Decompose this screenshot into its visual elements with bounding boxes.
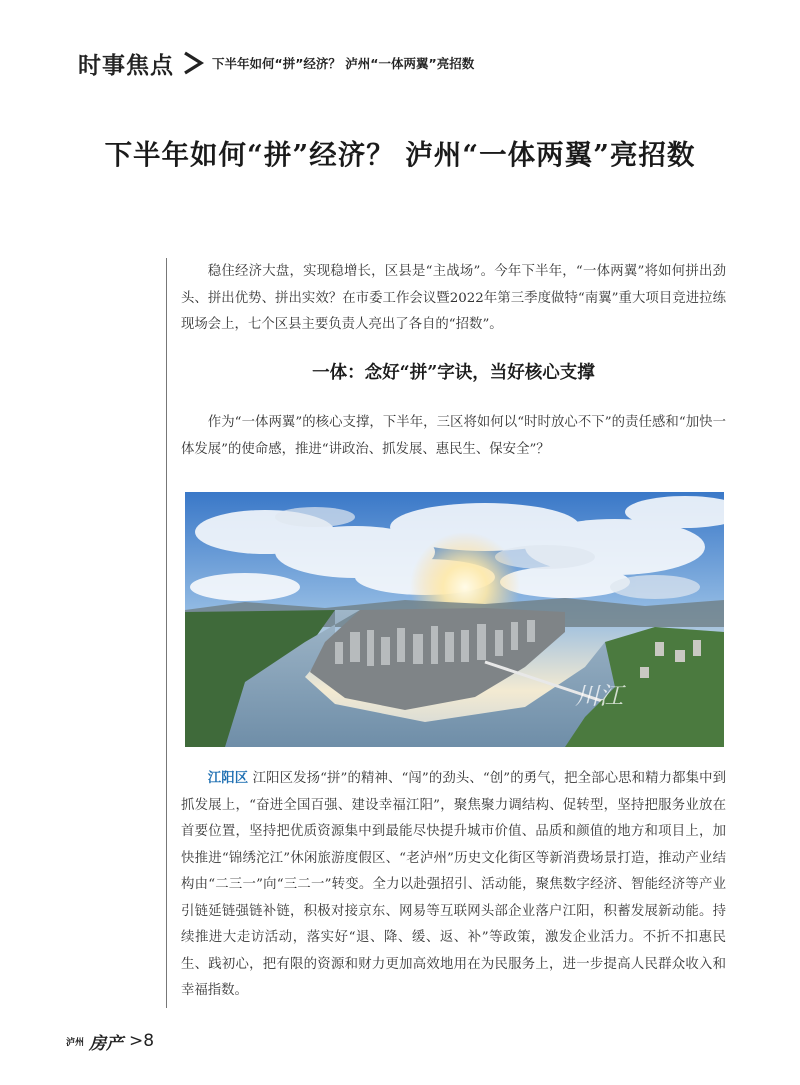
section-subheading: 一体：念好“拼”字诀，当好核心支撑	[312, 363, 595, 383]
article-title: 下半年如何“拼”经济？ 泸州“一体两翼”亮招数	[104, 139, 696, 171]
district-paragraph	[181, 765, 726, 1005]
section-name: 时事焦点	[78, 52, 174, 79]
district-name: 江阳区	[207, 770, 249, 786]
intro-paragraph: 稳住经济大盘，实现稳增长，区县是“主战场”。今年下半年，“一体两翼”将如何拼出劲头、拼出优势、拼出实效？在市委工作会议暨2022年第三季度做特“南翼”重大项目竞进拉练现场会上，七个区县主要负责人亮出了各自的“招数”。	[181, 264, 726, 332]
section-header	[78, 46, 474, 80]
page-footer	[66, 1029, 154, 1053]
header-subtitle: 下半年如何“拼”经济？ 泸州“一体两翼”亮招数	[212, 56, 475, 71]
page-number: >8	[129, 1031, 155, 1051]
column-divider	[166, 258, 167, 1008]
magazine-name: 房产	[89, 1033, 124, 1054]
body-paragraph: 作为“一体两翼”的核心支撑，下半年，三区将如何以“时时放心不下”的责任感和“加快一体发展”的使命感，推进“讲政治、抓发展、惠民生、保安全”？	[181, 415, 726, 457]
magazine-city: 泸州	[66, 1037, 85, 1048]
city-aerial-photo	[185, 492, 724, 747]
district-text: 江阳区发扬“拼”的精神、“闯”的劲头、“创”的勇气，把全部心思和精力都集中到抓发展上，“奋进全国百强、建设幸福江阳”，聚焦聚力调结构、促转型，坚持把服务业放在首要位置，坚持把优质资源集中到最能尽快提升城市价值、品质和颜值的地方和项目上，加快推进“锦绣沱江”休闲旅游度假区、“老泸州”历史文化街区等新消费场景打造，推动产业结构由“二三一”向“三二一”转变。全力以赴强招引、活动能，聚焦数字经济、智能经济等产业引链延链强链补链，积极对接京东、网易等互联网头部企业落户江阳，积蓄发展新动能。持续推进大走访活动，落实好“退、降、缓、返、补”等政策，激发企业活力。不折不扣惠民生、践初心，把有限的资源和财力更加高效地用在为民服务上，进一步提高人民群众收入和幸福指数。	[181, 771, 726, 998]
chevron-right-icon	[180, 49, 206, 77]
photo-watermark: 川江	[575, 682, 623, 710]
